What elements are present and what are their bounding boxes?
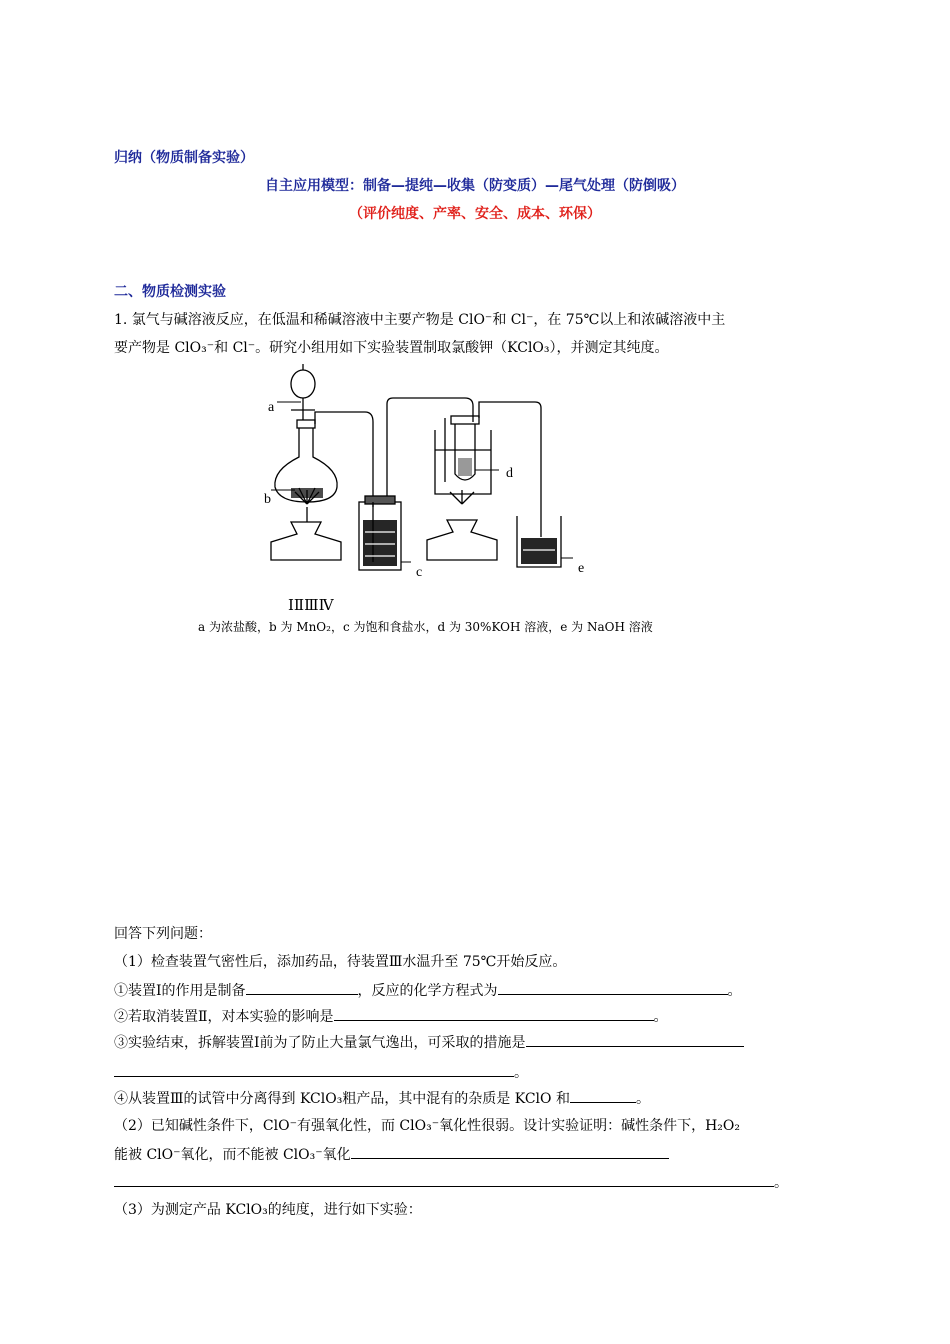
q1-3-text-a: ③实验结束，拆解装置Ⅰ前为了防止大量氯气逸出，可采取的措施是 xyxy=(114,1035,526,1051)
question-1-part-2 xyxy=(114,1006,668,1027)
q1-2-text-b: 。 xyxy=(653,1009,668,1025)
apparatus-diagram xyxy=(255,362,615,582)
apparatus-roman-labels: ⅠⅡⅢⅣ xyxy=(288,598,334,614)
answer-blank-impurity[interactable] xyxy=(570,1088,636,1103)
separatory-funnel xyxy=(291,370,315,398)
summary-heading: 归纳（物质制备实验） xyxy=(114,150,254,166)
alcohol-lamp-3 xyxy=(427,520,497,560)
label-d: d xyxy=(506,466,513,481)
answer-blank-measure-cont[interactable] xyxy=(114,1062,514,1077)
answer-blank-measure[interactable] xyxy=(526,1032,744,1047)
label-b: b xyxy=(264,492,271,507)
question-2-line-1: （2）已知碱性条件下，ClO⁻有强氧化性，而 ClO₃⁻氧化性很弱。设计实验证明：碱性条件下，H₂O₂ xyxy=(114,1118,740,1134)
figure-caption: a 为浓盐酸，b 为 MnO₂，c 为饱和食盐水，d 为 30%KOH 溶液，e 为 NaOH 溶液 xyxy=(198,620,653,634)
q2-end: 。 xyxy=(774,1175,788,1191)
question-2-line-3 xyxy=(114,1172,788,1193)
answer-blank-gas[interactable] xyxy=(246,980,358,995)
question-2-line-2 xyxy=(114,1144,669,1165)
questions-intro: 回答下列问题： xyxy=(114,926,212,942)
label-e: e xyxy=(578,561,585,576)
label-c: c xyxy=(416,565,423,580)
q1-4-text-a: ④从装置Ⅲ的试管中分离得到 KClO₃粗产品，其中混有的杂质是 KClO 和 xyxy=(114,1091,570,1107)
q1-1-text-b: ，反应的化学方程式为 xyxy=(357,983,498,999)
evaluation-line: （评价纯度、产率、安全、成本、环保） xyxy=(349,206,601,222)
test-tube-stopper xyxy=(451,416,479,424)
answer-blank-design-cont[interactable] xyxy=(114,1172,774,1187)
section-title: 二、物质检测实验 xyxy=(114,284,226,300)
answer-blank-design[interactable] xyxy=(351,1144,669,1159)
question-1-line-2: 要产物是 ClO₃⁻和 Cl⁻。研究小组用如下实验装置制取氯酸钾（KClO₃），并测定其纯度。 xyxy=(114,340,669,356)
q2-text: 能被 ClO⁻氧化，而不能被 ClO₃⁻氧化 xyxy=(114,1147,351,1163)
q1-1-text-c: 。 xyxy=(727,983,742,999)
question-1-part-3 xyxy=(114,1032,744,1053)
question-1-stem: （1）检查装置气密性后，添加药品，待装置Ⅲ水温升至 75℃开始反应。 xyxy=(114,954,567,970)
answer-blank-effect[interactable] xyxy=(334,1006,654,1021)
question-3-stem: （3）为测定产品 KClO₃的纯度，进行如下实验： xyxy=(114,1202,422,1218)
question-1-line-1: 1. 氯气与碱溶液反应，在低温和稀碱溶液中主要产物是 ClO⁻和 Cl⁻，在 75℃以上和浓碱溶液中主 xyxy=(114,312,726,328)
q1-1-text-a: ①装置Ⅰ的作用是制备 xyxy=(114,983,246,999)
label-a: a xyxy=(268,400,275,415)
alcohol-lamp-1 xyxy=(271,522,341,560)
answer-blank-equation[interactable] xyxy=(498,980,728,995)
question-1-part-4 xyxy=(114,1088,650,1109)
question-1-part-1 xyxy=(114,980,742,1001)
q1-3-text-b: 。 xyxy=(514,1065,528,1081)
question-1-part-3-cont xyxy=(114,1062,528,1083)
q1-4-text-b: 。 xyxy=(635,1091,650,1107)
q1-2-text-a: ②若取消装置Ⅱ，对本实验的影响是 xyxy=(114,1009,334,1025)
model-line: 自主应用模型：制备—提纯—收集（防变质）—尾气处理（防倒吸） xyxy=(265,178,685,194)
